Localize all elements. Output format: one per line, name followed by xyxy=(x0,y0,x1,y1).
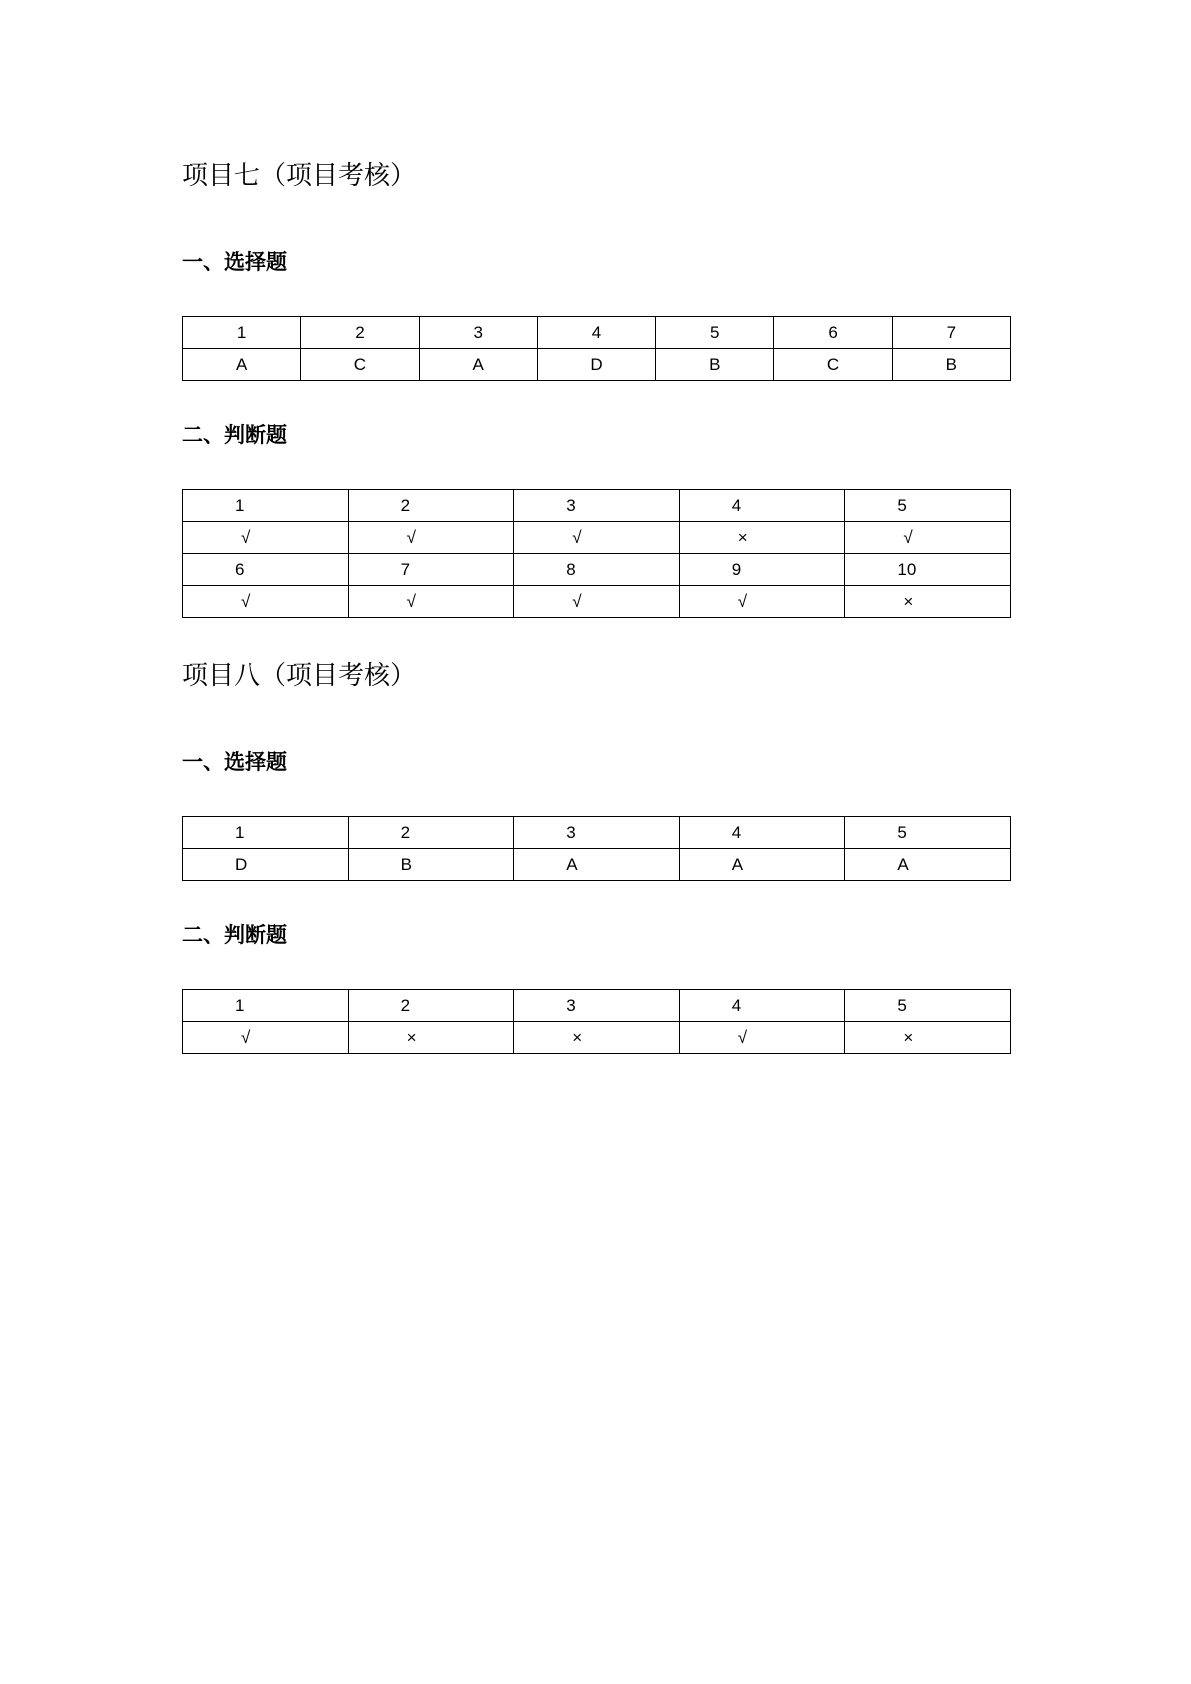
table-cell: A xyxy=(514,849,680,881)
table-cell: D xyxy=(183,849,349,881)
table-cell: 5 xyxy=(845,990,1011,1022)
table-cell: B xyxy=(656,349,774,381)
table-row xyxy=(183,990,1011,1022)
answer-mark: √ xyxy=(514,586,680,618)
section8-title: 项目八（项目考核） xyxy=(182,661,417,691)
answer-mark: × xyxy=(348,1022,514,1054)
table-cell: C xyxy=(774,349,892,381)
table-cell: 3 xyxy=(514,490,680,522)
table-row xyxy=(183,554,1011,586)
section8-judge-table xyxy=(182,989,1011,1054)
table-row xyxy=(183,817,1011,849)
answer-mark: √ xyxy=(183,522,349,554)
table-row xyxy=(183,586,1011,618)
table-cell: C xyxy=(301,349,419,381)
answer-mark: × xyxy=(845,1022,1011,1054)
table-cell: 4 xyxy=(679,490,845,522)
table-cell: 3 xyxy=(419,317,537,349)
table-cell: 4 xyxy=(679,990,845,1022)
table-cell: A xyxy=(419,349,537,381)
table-cell: 4 xyxy=(679,817,845,849)
table-cell: 5 xyxy=(845,490,1011,522)
table-cell: 7 xyxy=(892,317,1010,349)
section7-choice-heading: 一、选择题 xyxy=(182,250,287,274)
table-cell: 3 xyxy=(514,817,680,849)
table-cell: 6 xyxy=(183,554,349,586)
section7-judge-table xyxy=(182,489,1011,618)
section8-choice-table xyxy=(182,816,1011,881)
answer-mark: × xyxy=(679,522,845,554)
section8-judge-heading: 二、判断题 xyxy=(182,923,287,947)
table-cell: 1 xyxy=(183,817,349,849)
table-cell: 5 xyxy=(656,317,774,349)
answer-mark: √ xyxy=(845,522,1011,554)
table-row xyxy=(183,490,1011,522)
table-cell: B xyxy=(892,349,1010,381)
answer-mark: √ xyxy=(679,1022,845,1054)
section8-choice-heading: 一、选择题 xyxy=(182,750,287,774)
answer-mark: √ xyxy=(183,1022,349,1054)
table-cell: 1 xyxy=(183,317,301,349)
table-cell: 1 xyxy=(183,990,349,1022)
section7-title: 项目七（项目考核） xyxy=(182,161,417,191)
table-row xyxy=(183,317,1011,349)
table-cell: A xyxy=(679,849,845,881)
table-cell: D xyxy=(537,349,655,381)
table-row xyxy=(183,349,1011,381)
answer-mark: × xyxy=(845,586,1011,618)
table-row xyxy=(183,849,1011,881)
table-cell: 1 xyxy=(183,490,349,522)
table-cell: 2 xyxy=(348,490,514,522)
table-row xyxy=(183,1022,1011,1054)
answer-mark: √ xyxy=(679,586,845,618)
table-row xyxy=(183,522,1011,554)
answer-mark: × xyxy=(514,1022,680,1054)
table-cell: 10 xyxy=(845,554,1011,586)
table-cell: 2 xyxy=(348,990,514,1022)
answer-mark: √ xyxy=(183,586,349,618)
table-cell: 6 xyxy=(774,317,892,349)
table-cell: B xyxy=(348,849,514,881)
table-cell: A xyxy=(845,849,1011,881)
table-cell: 4 xyxy=(537,317,655,349)
answer-mark: √ xyxy=(348,522,514,554)
table-cell: 7 xyxy=(348,554,514,586)
table-cell: 2 xyxy=(301,317,419,349)
table-cell: 8 xyxy=(514,554,680,586)
table-cell: 9 xyxy=(679,554,845,586)
table-cell: A xyxy=(183,349,301,381)
answer-mark: √ xyxy=(514,522,680,554)
section7-choice-table xyxy=(182,316,1011,381)
table-cell: 3 xyxy=(514,990,680,1022)
table-cell: 5 xyxy=(845,817,1011,849)
answer-mark: √ xyxy=(348,586,514,618)
section7-judge-heading: 二、判断题 xyxy=(182,423,287,447)
table-cell: 2 xyxy=(348,817,514,849)
